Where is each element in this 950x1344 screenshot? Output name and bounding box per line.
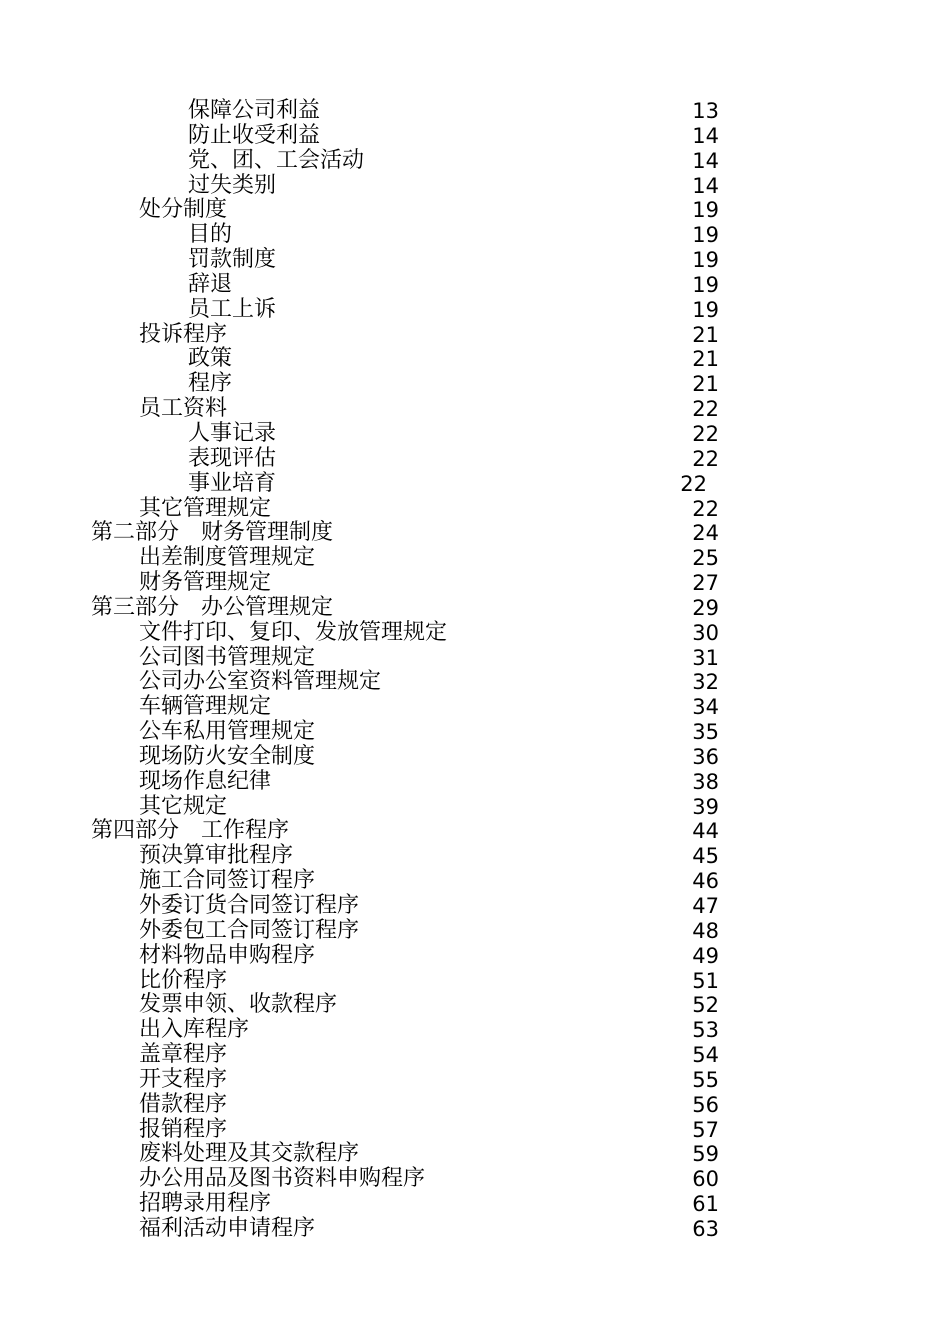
toc-entry-title: 投诉程序 [139, 321, 228, 347]
toc-entry [0, 969, 950, 994]
toc-entry-page-number: 55 [692, 1067, 719, 1092]
toc-entry-title: 出差制度管理规定 [139, 545, 316, 571]
toc-entry-page-number: 52 [692, 993, 719, 1018]
toc-entry [0, 770, 950, 795]
toc-entry-title: 党、团、工会活动 [188, 147, 365, 173]
toc-entry [0, 447, 950, 472]
toc-entry-page-number: 21 [692, 372, 719, 397]
toc-entry-title: 发票申领、收款程序 [139, 992, 338, 1018]
toc-entry-page-number: 48 [692, 918, 719, 943]
toc-entry-page-number: 22 [692, 446, 719, 471]
toc-entry-title: 第四部分 工作程序 [91, 818, 290, 844]
toc-entry [0, 1142, 950, 1167]
toc-entry [0, 1217, 950, 1242]
toc-entry-title: 现场作息纪律 [139, 768, 272, 794]
toc-entry-page-number: 39 [692, 794, 719, 819]
toc-entry-page-number: 30 [692, 620, 719, 645]
toc-entry [0, 944, 950, 969]
toc-entry-title: 材料物品申购程序 [139, 942, 316, 968]
toc-entry [0, 347, 950, 372]
toc-entry-page-number: 44 [692, 819, 719, 844]
toc-entry [0, 273, 950, 298]
toc-entry-title: 报销程序 [139, 1116, 228, 1142]
toc-entry-page-number: 22 [692, 397, 719, 422]
toc-entry [0, 298, 950, 323]
toc-entry [0, 1018, 950, 1043]
toc-entry-page-number: 21 [692, 322, 719, 347]
toc-entry-page-number: 61 [692, 1192, 719, 1217]
toc-entry-title: 施工合同签订程序 [139, 868, 316, 894]
toc-entry-page-number: 19 [692, 223, 719, 248]
toc-entry-title: 外委订货合同签订程序 [139, 893, 360, 918]
toc-entry-title: 保障公司利益 [188, 98, 321, 123]
toc-entry [0, 571, 950, 596]
toc-entry [0, 1093, 950, 1118]
toc-entry [0, 1167, 950, 1192]
toc-entry-page-number: 47 [692, 894, 719, 918]
toc-entry [0, 472, 950, 497]
toc-entry-title: 程序 [188, 371, 233, 397]
toc-entry [0, 1043, 950, 1068]
toc-entry-title: 开支程序 [139, 1066, 228, 1092]
toc-entry-title: 员工资料 [139, 396, 228, 422]
toc-entry-title: 政策 [188, 346, 233, 372]
toc-entry-title: 办公用品及图书资料申购程序 [139, 1166, 426, 1192]
toc-entry-title: 比价程序 [139, 967, 228, 993]
toc-entry-page-number: 45 [692, 844, 719, 869]
toc-entry [0, 795, 950, 820]
toc-entry-page-number: 38 [692, 769, 719, 794]
toc-entry-page-number: 14 [692, 148, 719, 173]
toc-entry [0, 497, 950, 522]
toc-entry-page-number: 54 [692, 1043, 719, 1068]
toc-entry [0, 919, 950, 944]
toc-entry-page-number: 32 [692, 670, 719, 695]
toc-entry-title: 处分制度 [139, 197, 228, 223]
toc-entry [0, 149, 950, 174]
toc-entry [0, 521, 950, 546]
toc-entry-title: 其它管理规定 [139, 495, 272, 521]
toc-entry [0, 99, 950, 124]
toc-entry-page-number: 25 [692, 546, 719, 571]
toc-entry [0, 372, 950, 397]
toc-entry-title: 过失类别 [188, 172, 277, 198]
toc-entry-page-number: 53 [692, 1018, 719, 1043]
toc-entry-page-number: 22 [680, 471, 707, 496]
toc-entry-title: 现场防火安全制度 [139, 743, 316, 769]
toc-entry [0, 1068, 950, 1093]
toc-entry-title: 防止收受利益 [188, 122, 321, 148]
toc-entry-title: 第二部分 财务管理制度 [91, 520, 334, 546]
toc-entry [0, 198, 950, 223]
toc-entry-title: 公车私用管理规定 [139, 719, 316, 745]
toc-entry [0, 174, 950, 199]
toc-entry-title: 废料处理及其交款程序 [139, 1141, 360, 1167]
toc-entry-page-number: 36 [692, 744, 719, 769]
toc-entry [0, 596, 950, 621]
toc-entry-page-number: 19 [692, 272, 719, 297]
toc-entry [0, 422, 950, 447]
toc-entry-page-number: 14 [692, 123, 719, 148]
toc-entry-title: 员工上诉 [188, 296, 277, 322]
toc-entry [0, 323, 950, 348]
toc-entry-page-number: 63 [692, 1216, 719, 1241]
toc-entry [0, 1118, 950, 1143]
toc-entry-title: 辞退 [188, 271, 233, 297]
toc-entry [0, 1192, 950, 1217]
toc-entry [0, 869, 950, 894]
toc-entry-title: 公司办公室资料管理规定 [139, 669, 382, 695]
toc-entry-page-number: 24 [692, 521, 719, 546]
toc-entry-page-number: 35 [692, 720, 719, 745]
toc-entry-title: 目的 [188, 222, 233, 248]
toc-entry [0, 819, 950, 844]
toc-entry-title: 财务管理规定 [139, 570, 272, 596]
toc-entry-title: 第三部分 办公管理规定 [91, 594, 334, 620]
toc-entry [0, 397, 950, 422]
toc-entry-page-number: 27 [692, 571, 719, 596]
toc-entry-page-number: 21 [692, 347, 719, 372]
toc-entry-title: 外委包工合同签订程序 [139, 917, 360, 943]
toc-entry-page-number: 13 [692, 99, 719, 123]
toc-entry-title: 福利活动申请程序 [139, 1215, 316, 1241]
toc-entry-page-number: 19 [692, 198, 719, 223]
toc-entry [0, 670, 950, 695]
toc-entry [0, 844, 950, 869]
toc-entry-page-number: 31 [692, 645, 719, 670]
toc-entry [0, 695, 950, 720]
toc-entry-title: 招聘录用程序 [139, 1191, 272, 1217]
toc-entry [0, 223, 950, 248]
toc-entry-page-number: 56 [692, 1092, 719, 1117]
toc-entry-page-number: 22 [692, 421, 719, 446]
toc-entry [0, 546, 950, 571]
toc-entry-title: 表现评估 [188, 445, 277, 471]
toc-entry-page-number: 51 [692, 968, 719, 993]
toc-entry-page-number: 22 [692, 496, 719, 521]
toc-entry-page-number: 60 [692, 1167, 719, 1192]
toc-entry [0, 993, 950, 1018]
toc-entry [0, 745, 950, 770]
toc-entry-page-number: 19 [692, 248, 719, 273]
toc-entry [0, 621, 950, 646]
toc-entry-title: 预决算审批程序 [139, 843, 294, 869]
table-of-contents [0, 99, 950, 1242]
toc-entry-page-number: 49 [692, 943, 719, 968]
toc-entry-page-number: 34 [692, 695, 719, 720]
toc-entry-title: 盖章程序 [139, 1042, 228, 1068]
toc-entry [0, 248, 950, 273]
toc-entry-title: 车辆管理规定 [139, 694, 272, 720]
toc-entry-title: 其它规定 [139, 793, 228, 819]
toc-entry-page-number: 46 [692, 869, 719, 894]
toc-entry [0, 894, 950, 919]
toc-entry-page-number: 29 [692, 595, 719, 620]
toc-entry-page-number: 19 [692, 297, 719, 322]
toc-entry-page-number: 14 [692, 173, 719, 198]
toc-entry-title: 公司图书管理规定 [139, 644, 316, 670]
toc-entry [0, 720, 950, 745]
toc-entry [0, 646, 950, 671]
toc-entry-page-number: 59 [692, 1142, 719, 1167]
toc-entry-title: 事业培育 [188, 470, 277, 496]
toc-entry-title: 人事记录 [188, 420, 277, 446]
toc-entry [0, 124, 950, 149]
toc-entry-title: 罚款制度 [188, 247, 277, 273]
toc-entry-title: 文件打印、复印、发放管理规定 [139, 619, 448, 645]
toc-entry-title: 借款程序 [139, 1091, 228, 1117]
toc-entry-title: 出入库程序 [139, 1017, 250, 1043]
toc-entry-page-number: 57 [692, 1117, 719, 1142]
